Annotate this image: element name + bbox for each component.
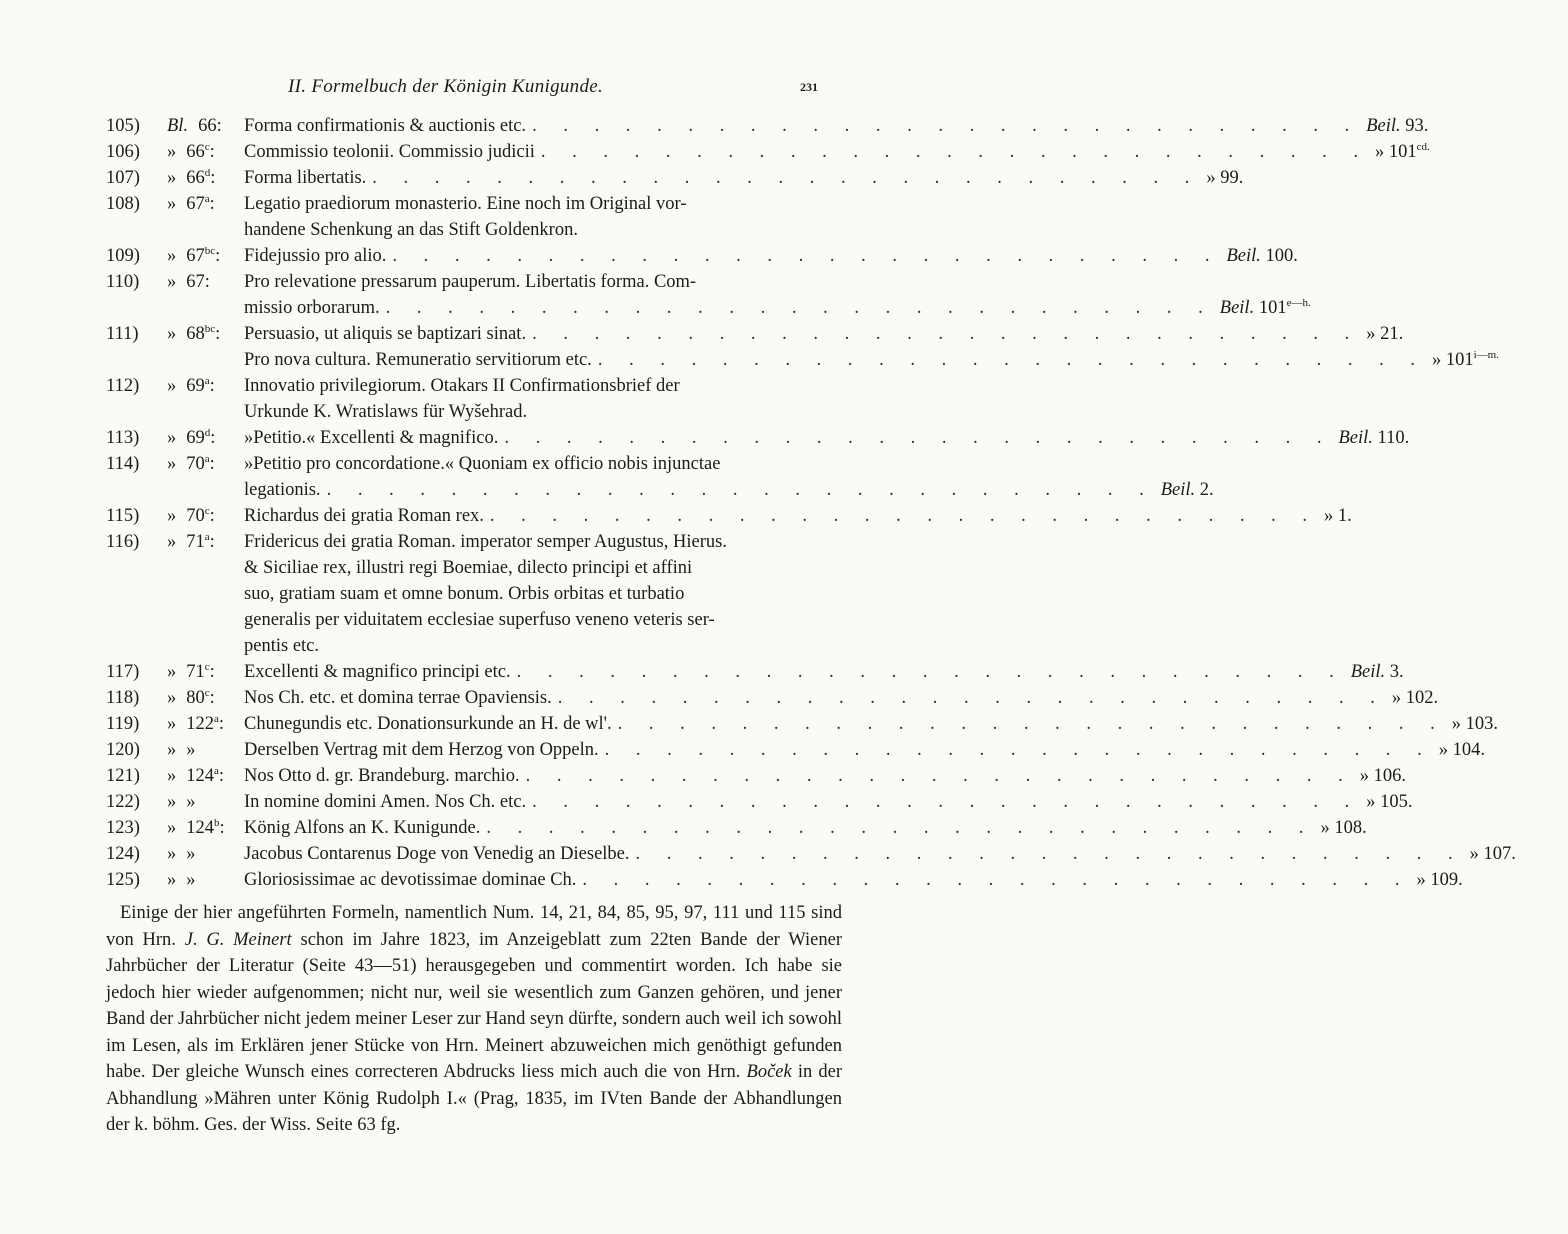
entry-number: 107) [106,168,140,188]
entry-reference: » 1. [1324,506,1352,526]
entry-number: 115) [106,506,140,526]
folio-value: » [186,844,196,864]
entry-folio [167,789,239,815]
entry-reference: » 103. [1451,714,1498,734]
entry-line: legationis. . . . . . . . . . . . . . . . . . . . . . . . . . . . Beil. 2. [244,477,789,503]
entry-number: 119) [106,714,140,734]
running-head [0,72,960,102]
folio-superscript: bc [204,244,216,257]
list-item [0,425,1410,451]
list-item [0,451,1214,503]
entry-number: 116) [106,532,140,552]
entry-line: Pro nova cultura. Remuneratio servitiorum etc. . . . . . . . . . . . . . . . . . . . . . . . . . . . » $101^{i—m.}$ [244,347,789,373]
entry-description: Forma libertatis. [244,168,367,188]
entry-line: In nomine domini Amen. Nos Ch. etc. . . . . . . . . . . . . . . . . . . . . . . . . . . . » 105. [244,789,789,815]
folio-prefix: » [167,454,177,474]
folio-prefix: » [167,506,177,526]
list-item [0,243,1298,269]
entry-reference: » $101^{cd.}$ [1375,140,1430,162]
entry-number: 121) [106,766,140,786]
entry-line: missio orborarum. . . . . . . . . . . . . . . . . . . . . . . . . . . . Beil. $101^{e—h.}$ [244,295,789,321]
folio-value: 67: [186,272,210,292]
entry-description: König Alfons an K. Kunigunde. [244,818,481,838]
entry-line: Commissio teolonii. Commissio judicii . . . . . . . . . . . . . . . . . . . . . . . . . . . » $101^{cd.}$ [244,139,789,165]
entry-description: Richardus dei gratia Roman rex. [244,506,484,526]
entry-line [244,581,789,607]
list-item [0,737,1486,763]
entry-line: Jacobus Contarenus Doge von Venedig an Dieselbe. . . . . . . . . . . . . . . . . . . . . . . . . . . . » 107. [244,841,789,867]
entry-number: 113) [106,428,140,448]
list-item [0,191,960,243]
entry-line [244,269,789,295]
entry-folio: » 80$^c$: [167,686,215,708]
folio-superscript: b [214,816,220,829]
list-item [0,659,1404,685]
entry-line [244,373,789,399]
paragraph-text-3: in der Abhandlung »Mähren unter König Rudolph I.« (Prag, 1835, im IVten Bande der Abhandlungen der k. böhm. Ges. der Wiss. Seite 63 fg. [106,1062,843,1135]
folio-value: 67 [186,246,205,266]
entry-description: »Petitio pro concordatione.« Quoniam ex officio nobis injunctae [244,454,721,474]
folio-superscript: a [204,452,210,465]
folio-value: 71 [186,662,205,682]
entry-line: Forma confirmationis & auctionis etc. . . . . . . . . . . . . . . . . . . . . . . . . . . . Beil. 93. [244,113,789,139]
entry-reference: » 108. [1320,818,1367,838]
folio-value: 71 [186,532,205,552]
folio-value: » [186,792,196,812]
list-item [0,815,1367,841]
folio-superscript: c [204,686,210,699]
entry-description: generalis per viduitatem ecclesiae superfuso veneno veteris ser- [244,610,715,630]
entry-number: 108) [106,194,140,214]
list-item [0,503,1352,529]
folio-prefix: » [167,740,177,760]
entry-description: Derselben Vertrag mit dem Herzog von Oppeln. [244,740,599,760]
folio-value: 68 [186,324,205,344]
entry-folio: » 66$^c$: [167,140,215,162]
folio-prefix: » [167,428,177,448]
entry-line [244,555,789,581]
folio-value: 124 [186,818,214,838]
entry-description: Urkunde K. Wratislaws für Wyšehrad. [244,402,528,422]
entry-description: Fidejussio pro alio. [244,246,387,266]
entry-line [244,633,789,659]
entry-line: Nos Otto d. gr. Brandeburg. marchio. . . . . . . . . . . . . . . . . . . . . . . . . . . . » 106. [244,763,789,789]
entry-folio: » 71$^a$: [167,530,215,552]
entry-folio: » 66$^d$: [167,166,216,188]
folio-superscript: a [204,374,210,387]
entry-number: 120) [106,740,140,760]
entry-reference: » 106. [1359,766,1406,786]
entry-description: legationis. [244,480,321,500]
list-item [0,269,1311,321]
folio-prefix: » [167,142,177,162]
entry-description: Fridericus dei gratia Roman. imperator semper Augustus, Hierus. [244,532,727,552]
author-name-bocek: Boček [746,1062,792,1082]
folio-superscript: a [214,712,219,725]
folio-prefix: » [167,818,177,838]
folio-value: 66 [186,168,205,188]
entry-reference: » 107. [1469,844,1516,864]
entry-description: handene Schenkung an das Stift Goldenkron. [244,220,578,240]
reference-superscript: e—h. [1286,296,1311,309]
entry-reference: Beil. 110. [1338,428,1410,448]
entry-reference: » $101^{i—m.}$ [1431,348,1499,370]
list-item [0,165,1244,191]
entry-reference: » 21. [1366,324,1404,344]
folio-superscript: d [204,166,211,179]
entry-number: 122) [106,792,140,812]
entry-line: Excellenti & magnifico principi etc. . . . . . . . . . . . . . . . . . . . . . . . . . . . Beil. 3. [244,659,789,685]
entry-folio: » 67$^a$: [167,192,215,214]
entry-folio [167,841,239,867]
folio-value: 69 [186,428,205,448]
folio-prefix: » [167,870,177,890]
list-item [0,321,1499,373]
entry-line: Forma libertatis. . . . . . . . . . . . . . . . . . . . . . . . . . . . » 99. [244,165,789,191]
entry-folio: » 70$^c$: [167,504,215,526]
list-item [0,373,960,425]
list-item [0,139,1430,165]
entry-reference: » 105. [1366,792,1413,812]
entry-folio: » $67^{bc}$: [167,244,221,266]
folio-prefix: » [167,766,177,786]
folio-prefix: » [167,168,177,188]
list-item [0,529,960,659]
folio-value: 66 [186,142,205,162]
folio-value: 67 [186,194,205,214]
list-item [0,867,1463,893]
entry-number: 106) [106,142,140,162]
folio-prefix: » [167,194,177,214]
list-item [0,841,1516,867]
entry-folio: » 124$^b$: [167,816,225,838]
folio-prefix: » [167,272,177,292]
entry-reference: Beil. $101^{e—h.}$ [1219,296,1311,318]
entry-number: 105) [106,116,140,136]
folio-value: 80 [186,688,205,708]
folio-superscript: a [204,192,210,205]
entry-description: Excellenti & magnifico principi etc. [244,662,511,682]
folio-prefix: » [167,376,177,396]
entry-folio [167,737,239,763]
folio-prefix: » [167,844,177,864]
entry-number: 112) [106,376,140,396]
folio-prefix: » [167,246,177,266]
entry-number: 117) [106,662,140,682]
entry-description: Pro relevatione pressarum pauperum. Libertatis forma. Com- [244,272,697,292]
folio-value: 66: [198,116,222,136]
entry-line [244,217,789,243]
entry-number: 125) [106,870,140,890]
folio-prefix: » [167,662,177,682]
entry-description: Commissio teolonii. Commissio judicii [244,142,535,162]
entry-description: pentis etc. [244,636,320,656]
entry-folio: » 69$^d$: [167,426,216,448]
folio-value: 69 [186,376,205,396]
entry-description: Gloriosissimae ac devotissimae dominae Ch. [244,870,577,890]
entry-description: missio orborarum. [244,298,380,318]
entry-folio [167,269,239,295]
entry-folio [167,867,239,893]
entry-reference: » 109. [1416,870,1463,890]
folio-prefix: » [167,714,177,734]
folio-superscript: c [204,504,210,517]
author-name-meinert: J. G. Meinert [184,929,292,950]
entry-folio [167,113,239,139]
entry-folio: » 124$^a$: [167,764,225,786]
folio-prefix: Bl. [167,116,189,136]
entry-line: Derselben Vertrag mit dem Herzog von Oppeln. . . . . . . . . . . . . . . . . . . . . . . . . . . . » 104. [244,737,789,763]
entry-line [244,191,789,217]
folio-value: 70 [186,454,205,474]
entry-description: Innovatio privilegiorum. Otakars II Confirmationsbrief der [244,376,680,396]
entry-description: »Petitio.« Excellenti & magnifico. [244,428,499,448]
entry-description: suo, gratiam suam et omne bonum. Orbis orbitas et turbatio [244,584,685,604]
entry-folio: » 71$^c$: [167,660,215,682]
folio-value: » [186,870,196,890]
list-item [0,763,1406,789]
running-title: II. Formelbuch der Königin Kunigunde. [288,76,604,97]
entry-line: König Alfons an K. Kunigunde. . . . . . . . . . . . . . . . . . . . . . . . . . . . » 108. [244,815,789,841]
entry-description: In nomine domini Amen. Nos Ch. etc. [244,792,527,812]
folio-superscript: a [204,530,210,543]
entry-reference: » 102. [1391,688,1439,708]
folio-value: 122 [186,714,214,734]
entry-line [244,399,789,425]
entry-line: Fidejussio pro alio. . . . . . . . . . . . . . . . . . . . . . . . . . . . Beil. 100. [244,243,789,269]
entry-line [244,529,789,555]
entry-description: Jacobus Contarenus Doge von Venedig an Dieselbe. [244,844,630,864]
entry-number: 123) [106,818,140,838]
folio-value: » [186,740,196,760]
paragraph-text-2: schon im Jahre 1823, im Anzeigeblatt zum 22ten Bande der Wiener Jahrbücher der Literatur (Seite 43—51) herausgegeben und commentirt worden. Ich habe sie jedoch hier wieder aufgenommen; nicht nur, weil sie wesentlich zum Ganzen gehören, und jener Band der Jahrbücher nicht jedem meiner Leser zur Hand seyn dürfte, sondern auch weil ich sowohl im Lesen, als im Erklären jener Stücke von Hrn. Meinert abzuweichen mich genöthigt gefunden habe. Der gleiche Wunsch eines correcteren Abdrucks liess mich auch die von Hrn. [106,929,842,1082]
paragraph-text-1: Einige der hier angeführten Formeln, namentlich Num. 14, 21, 84, 85, 95, 97, 111 und 115 sind von Hrn. [106,903,842,950]
entry-number: 111) [106,324,139,344]
entry-description: & Siciliae rex, illustri regi Boemiae, dilecto principi et affini [244,558,693,578]
list-item [0,685,1439,711]
folio-superscript: a [214,764,219,777]
folio-prefix: » [167,792,177,812]
folio-prefix: » [167,532,177,552]
entry-line: Chunegundis etc. Donationsurkunde an H. de wl'. . . . . . . . . . . . . . . . . . . . . . . . . . . . » 103. [244,711,789,737]
entry-folio: » 70$^a$: [167,452,215,474]
entry-reference: Beil. 100. [1226,246,1298,266]
body-paragraph [106,900,842,1139]
entry-line [244,607,789,633]
entry-number: 124) [106,844,140,864]
entry-number: 109) [106,246,140,266]
folio-prefix: » [167,324,177,344]
entry-folio: » 122$^a$: [167,712,225,734]
entry-folio: » $68^{bc}$: [167,322,221,344]
entry-description: Nos Otto d. gr. Brandeburg. marchio. [244,766,520,786]
entry-reference: Beil. 93. [1366,116,1429,136]
entry-reference: » 104. [1438,740,1486,760]
entry-reference: Beil. 3. [1350,662,1404,682]
entry-number: 114) [106,454,140,474]
folio-superscript: c [204,140,210,153]
entry-description: Nos Ch. etc. et domina terrae Opaviensis. [244,688,552,708]
entry-number: 110) [106,272,140,292]
entry-line [244,451,789,477]
list-item [0,789,1413,815]
entry-number: 118) [106,688,140,708]
entry-line: Persuasio, ut aliquis se baptizari sinat. . . . . . . . . . . . . . . . . . . . . . . . . . . . » 21. [244,321,789,347]
folio-prefix: » [167,688,177,708]
page-number: 231 [800,80,818,94]
entry-line: »Petitio.« Excellenti & magnifico. . . . . . . . . . . . . . . . . . . . . . . . . . . . Beil. 110. [244,425,789,451]
folio-superscript: bc [204,322,216,335]
list-item [0,711,1498,737]
folio-value: 124 [186,766,214,786]
list-item [0,113,1429,139]
entry-folio: » 69$^a$: [167,374,215,396]
entry-description: Chunegundis etc. Donationsurkunde an H. de wl'. [244,714,612,734]
reference-superscript: cd. [1416,140,1430,153]
entry-line: Richardus dei gratia Roman rex. . . . . . . . . . . . . . . . . . . . . . . . . . . . » 1. [244,503,789,529]
entry-line: Nos Ch. etc. et domina terrae Opaviensis. . . . . . . . . . . . . . . . . . . . . . . . . . . . » 102. [244,685,789,711]
folio-superscript: d [204,426,211,439]
entry-description: Pro nova cultura. Remuneratio servitiorum etc. [244,350,592,370]
entry-description: Forma confirmationis & auctionis etc. [244,116,527,136]
entry-description: Legatio praediorum monasterio. Eine noch im Original vor- [244,194,687,214]
entry-description: Persuasio, ut aliquis se baptizari sinat. [244,324,527,344]
entry-line: Gloriosissimae ac devotissimae dominae Ch. . . . . . . . . . . . . . . . . . . . . . . . . . . . » 109. [244,867,789,893]
entry-reference: » 99. [1206,168,1244,188]
entry-reference: Beil. 2. [1160,480,1214,500]
reference-superscript: i—m. [1473,348,1499,361]
folio-value: 70 [186,506,205,526]
formula-list [0,113,1516,893]
folio-superscript: c [204,660,210,673]
